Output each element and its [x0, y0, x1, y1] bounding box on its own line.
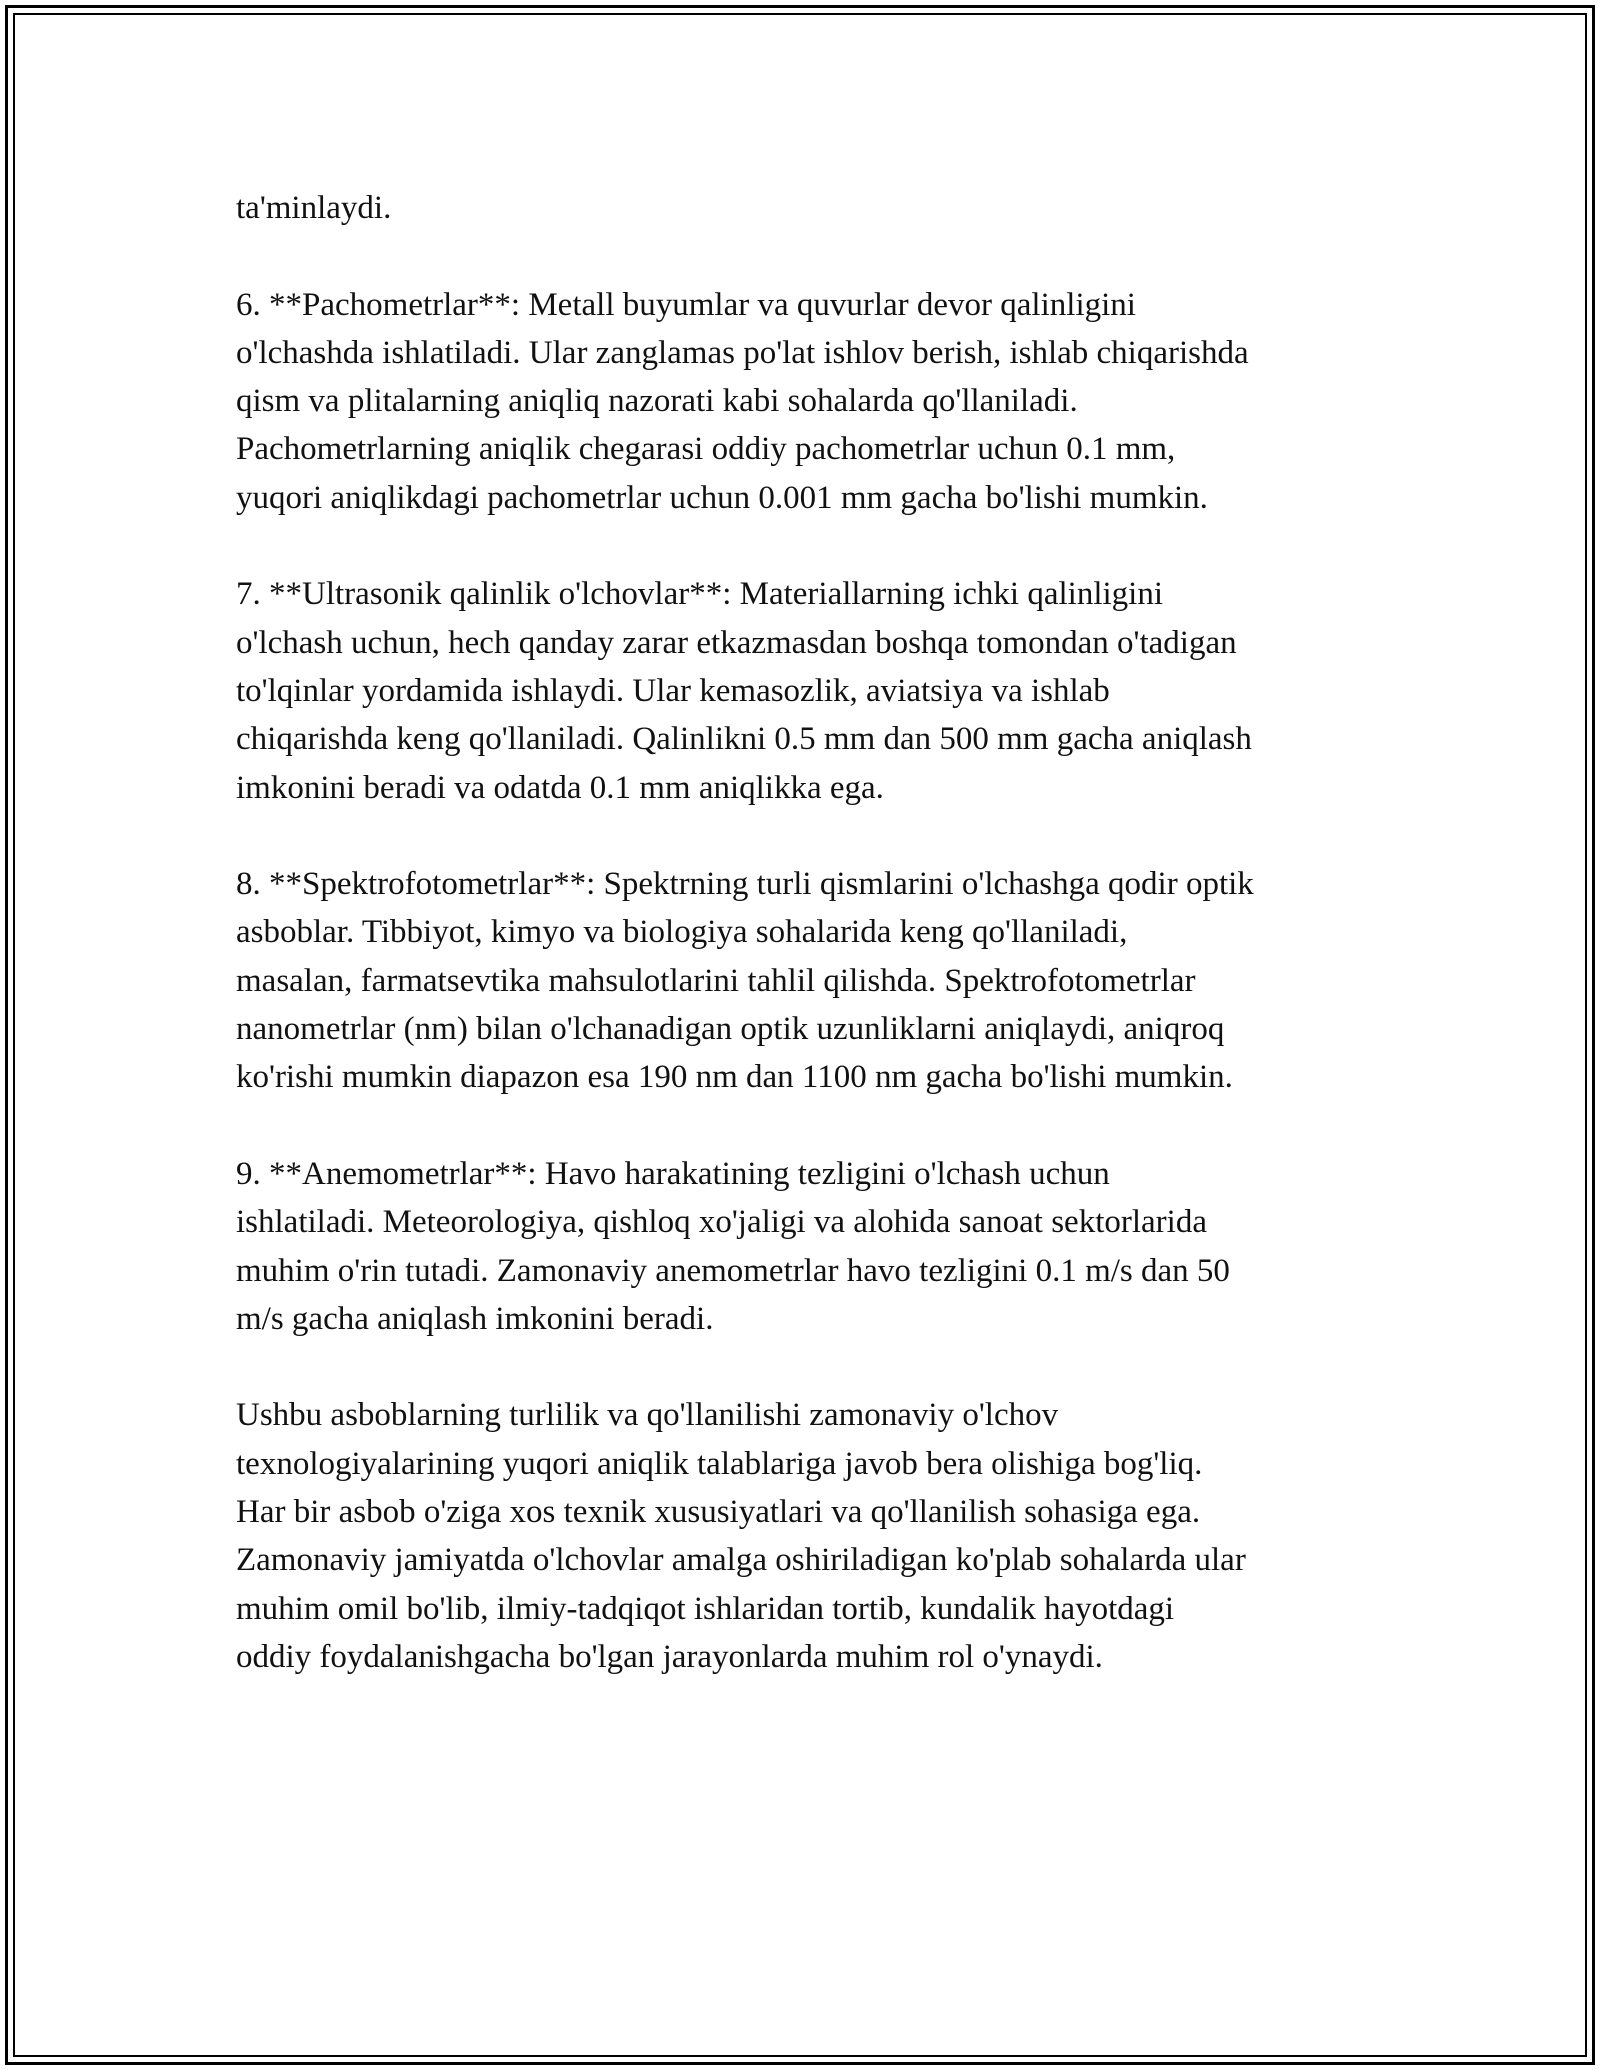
paragraph-ultrasonik: 7. **Ultrasonik qalinlik o'lchovlar**: Materiallarning ichki qalinligini o'lchash uchun, hech qanday zarar etkazmasdan boshqa tomondan o'tadigan to'lqinlar yordamida ishlaydi. Ular kemasozlik, aviatsiya va ishlab chiqarishda keng qo'llaniladi. Qalinlikni 0.5 mm dan 500 mm gacha aniqlash imkonini beradi va odatda 0.1 mm aniqlikka ega.: [236, 576, 1252, 806]
paragraph-pachometrlar: 6. **Pachometrlar**: Metall buyumlar va quvurlar devor qalinligini o'lchashda ishlatiladi. Ular zanglamas po'lat ishlov berish, ishlab chiqarishda qism va plitalarning aniqliq nazorati kabi sohalarda qo'llaniladi. Pachometrlarning aniqlik chegarasi oddiy pachometrlar uchun 0.1 mm, yuqori aniqlikdagi pachometrlar uchun 0.001 mm gacha bo'lishi mumkin.: [236, 286, 1249, 516]
document-body: [236, 184, 1396, 1730]
paragraph-spektrofotometrlar: 8. **Spektrofotometrlar**: Spektrning turli qismlarini o'lchashga qodir optik asboblar. Tibbiyot, kimyo va biologiya sohalarida keng qo'llaniladi, masalan, farmatsevtika mahsulotlarini tahlil qilishda. Spektrofotometrlar nanometrlar (nm) bilan o'lchanadigan optik uzunliklarni aniqlaydi, aniqroq ko'rishi mumkin diapazon esa 190 nm dan 1100 nm gacha bo'lishi mumkin.: [236, 866, 1254, 1096]
paragraph-conclusion: Ushbu asboblarning turlilik va qo'llanilishi zamonaviy o'lchov texnologiyalarining yuqori aniqlik talablariga javob bera olishiga bog'liq. Har bir asbob o'ziga xos texnik xususiyatlari va qo'llanilish sohasiga ega. Zamonaviy jamiyatda o'lchovlar amalga oshiriladigan ko'plab sohalarda ular muhim omil bo'lib, ilmiy-tadqiqot ishlaridan tortib, kundalik hayotdagi oddiy foydalanishgacha bo'lgan jarayonlarda muhim rol o'ynaydi.: [236, 1397, 1246, 1675]
paragraph-continuation: ta'minlaydi.: [236, 190, 392, 226]
paragraph-anemometrlar: 9. **Anemometrlar**: Havo harakatining tezligini o'lchash uchun ishlatiladi. Meteorologiya, qishloq xo'jaligi va alohida sanoat sektorlarida muhim o'rin tutadi. Zamonaviy anemometrlar havo tezligini 0.1 m/s dan 50 m/s gacha aniqlash imkonini beradi.: [236, 1155, 1230, 1337]
